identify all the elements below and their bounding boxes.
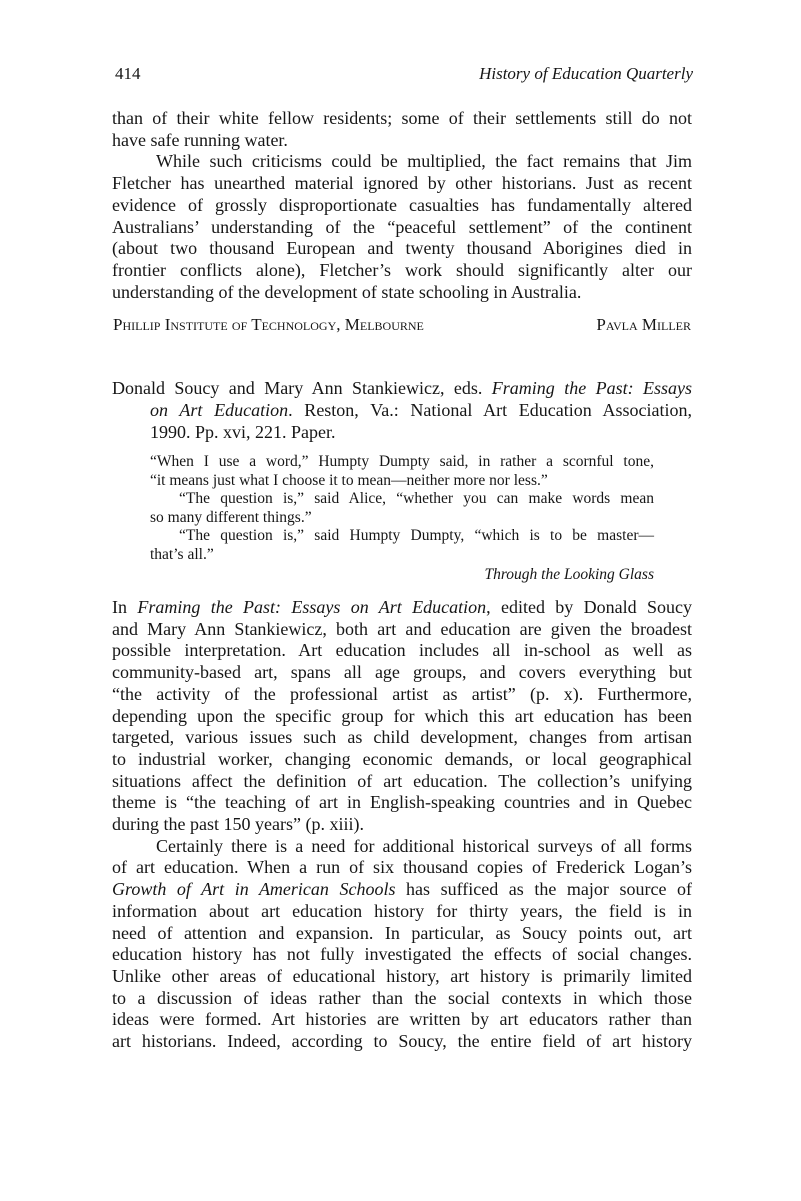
text-line <box>112 618 692 640</box>
text-segment: possible interpretation. Art education includes all in-school as well as <box>112 640 692 661</box>
text-line <box>156 835 692 857</box>
text-segment: information about art education history for thirty years, the field is in <box>112 900 692 921</box>
epigraph-line <box>150 453 654 471</box>
text-line <box>112 259 692 281</box>
text-line <box>112 1008 692 1030</box>
text-segment: of art education. When a run of six thousand copies of Frederick Logan’s <box>112 857 692 878</box>
reviewer-affiliation: Phillip Institute of Technology, Melbourne <box>113 315 424 334</box>
text-segment: understanding of the development of state schooling in Australia. <box>112 281 582 302</box>
text-segment: . Reston, Va.: National Art Education Association, <box>288 400 692 420</box>
text-line <box>112 194 692 216</box>
epigraph-source: Through the Looking Glass <box>484 566 654 583</box>
citation-line <box>112 377 692 399</box>
text-segment: , edited by Donald Soucy <box>486 597 692 617</box>
text-segment: “The question is,” said Alice, “whether you can make words mean <box>179 490 654 507</box>
citation-line <box>150 421 692 443</box>
text-segment: Australians’ understanding of the “peaceful settlement” of the continent <box>112 216 692 237</box>
text-line <box>112 900 692 922</box>
text-line <box>112 596 692 618</box>
text-line <box>112 129 692 151</box>
text-line <box>112 683 692 705</box>
text-segment: so many different things.” <box>150 508 312 526</box>
text-line <box>112 943 692 965</box>
page-number: 414 <box>115 64 141 83</box>
text-line <box>112 216 692 238</box>
text-segment: to a discussion of ideas rather than the social contexts in which those <box>112 987 692 1008</box>
epigraph-line <box>179 527 654 545</box>
text-segment: situations affect the definition of art education. The collection’s unifying <box>112 770 692 791</box>
text-line <box>112 791 692 813</box>
italic-title-text: Growth of Art in American Schools <box>112 879 396 900</box>
text-segment: Donald Soucy and Mary Ann Stankiewicz, eds. <box>112 378 492 398</box>
text-line <box>112 107 692 129</box>
text-segment: “When I use a word,” Humpty Dumpty said, in rather a scornful tone, <box>150 453 654 470</box>
text-segment: targeted, various issues such as child development, changes from artisan <box>112 727 692 748</box>
epigraph-line <box>150 472 654 490</box>
text-line <box>112 748 692 770</box>
text-line <box>112 281 692 303</box>
italic-title-text: on Art Education <box>150 400 289 420</box>
text-segment: frontier conflicts alone), Fletcher’s work should significantly alter our <box>112 259 692 280</box>
text-segment: art historians. Indeed, according to Soucy, the entire field of art history <box>112 1031 692 1051</box>
text-line <box>112 639 692 661</box>
text-line <box>112 1030 692 1052</box>
text-line <box>112 965 692 987</box>
text-line <box>112 172 692 194</box>
text-line <box>156 150 692 172</box>
epigraph-line <box>179 490 654 508</box>
text-line <box>112 661 692 683</box>
text-segment: In <box>112 597 138 617</box>
text-segment: community-based art, spans all age groups, and covers everything but <box>112 662 692 683</box>
text-segment: during the past 150 years” (p. xiii). <box>112 814 364 834</box>
text-line <box>112 726 692 748</box>
text-line <box>112 878 692 900</box>
citation-line <box>150 399 692 421</box>
text-segment: depending upon the specific group for which this art education has been <box>112 705 692 726</box>
text-segment: theme is “the teaching of art in English-speaking countries and in Quebec <box>112 792 692 813</box>
running-head-journal-title: History of Education Quarterly <box>479 64 693 83</box>
italic-title-text: Framing the Past: Essays on Art Education <box>137 597 487 617</box>
text-line <box>112 813 692 835</box>
text-segment: Unlike other areas of educational history, art history is primarily limited <box>112 965 692 986</box>
text-segment: 1990. Pp. xvi, 221. Paper. <box>150 422 336 442</box>
text-segment: has sufficed as the major source of <box>395 879 692 900</box>
italic-title-text: Framing the Past: Essays <box>491 378 693 398</box>
text-segment: Certainly there is a need for additional historical surveys of all forms <box>156 835 692 856</box>
text-segment: have safe running water. <box>112 129 288 150</box>
text-line <box>112 237 692 259</box>
text-segment: that’s all.” <box>150 545 214 563</box>
text-line <box>112 705 692 727</box>
text-segment: than of their white fellow residents; some of their settlements still do not <box>112 108 692 128</box>
text-line <box>112 987 692 1009</box>
text-segment: “the activity of the professional artist as artist” (p. x). Furthermore, <box>112 683 692 704</box>
reviewer-name: Pavla Miller <box>596 315 691 334</box>
text-segment: (about two thousand European and twenty thousand Aborigines died in <box>112 238 692 259</box>
text-segment: While such criticisms could be multiplied, the fact remains that Jim <box>156 151 692 172</box>
text-segment: evidence of grossly disproportionate casualties has fundamentally altered <box>112 194 692 215</box>
text-segment: ideas were formed. Art histories are written by art educators rather than <box>112 1009 692 1030</box>
text-line <box>112 856 692 878</box>
text-segment: to industrial worker, changing economic demands, or local geographical <box>112 748 692 769</box>
text-segment: Fletcher has unearthed material ignored by other historians. Just as recent <box>112 173 692 194</box>
text-segment: and Mary Ann Stankiewicz, both art and education are given the broadest <box>112 618 692 639</box>
epigraph-line <box>150 546 654 564</box>
text-segment: education history has not fully investigated the effects of social changes. <box>112 944 692 965</box>
text-segment: “it means just what I choose it to mean—neither more nor less.” <box>150 471 548 489</box>
epigraph-line <box>150 509 654 527</box>
text-segment: need of attention and expansion. In particular, as Soucy points out, art <box>112 922 692 943</box>
text-line <box>112 770 692 792</box>
text-line <box>112 922 692 944</box>
text-segment: “The question is,” said Humpty Dumpty, “which is to be master— <box>179 527 654 544</box>
